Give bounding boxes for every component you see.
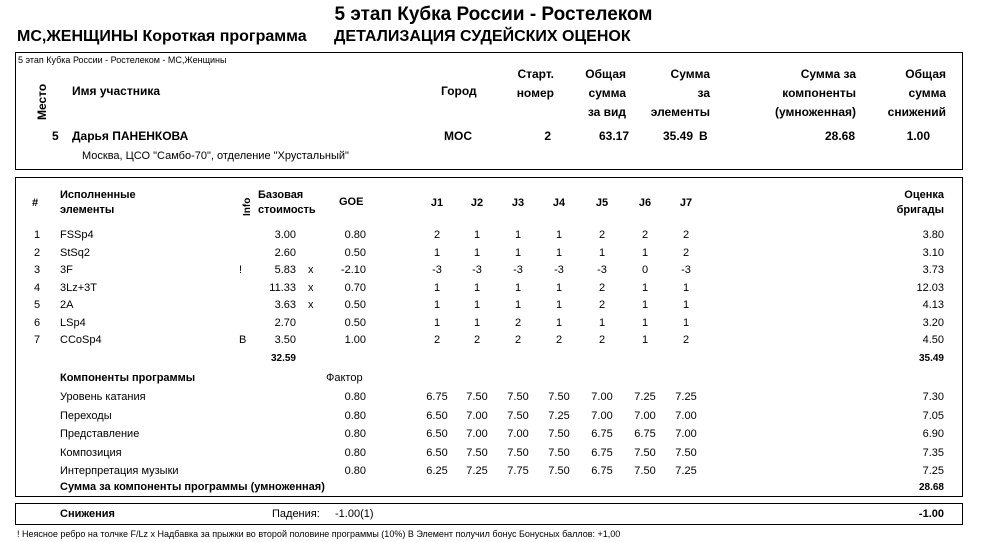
component-judge-score: 7.25 bbox=[675, 465, 697, 477]
component-panel-score: 7.25 bbox=[922, 465, 944, 477]
component-judge-score: 7.00 bbox=[675, 409, 697, 422]
skater-total-score: 63.17 bbox=[598, 129, 629, 143]
component-judge-score: 7.25 bbox=[675, 391, 697, 403]
component-name: Уровень катания bbox=[60, 391, 146, 403]
element-judge-score: -3 bbox=[472, 264, 482, 276]
element-bonus-x: x bbox=[308, 299, 314, 311]
skater-deductions-score: 1.00 bbox=[906, 129, 930, 143]
skater-place: 5 bbox=[52, 129, 59, 143]
component-judge-score: 7.50 bbox=[507, 409, 529, 422]
element-judge-score: 1 bbox=[514, 299, 522, 311]
component-judge-score: 7.00 bbox=[466, 428, 488, 440]
component-judge-score: 7.50 bbox=[675, 446, 697, 459]
element-panel-score: 3.80 bbox=[922, 229, 944, 241]
element-goe: 0.70 bbox=[344, 281, 366, 294]
components-total-label: Сумма за компоненты программы (умноженная) bbox=[60, 481, 325, 493]
element-goe: -2.10 bbox=[340, 264, 366, 276]
component-judge-score: 6.50 bbox=[426, 409, 448, 422]
element-judge-score: 1 bbox=[433, 299, 441, 311]
element-panel-score: 3.20 bbox=[922, 316, 944, 329]
judge-header: J3 bbox=[511, 197, 525, 209]
judge-header: J2 bbox=[470, 197, 484, 209]
element-number: 4 bbox=[34, 281, 41, 294]
box-caption: 5 этап Кубка России - Ростелеком - МС,Женщины bbox=[18, 55, 227, 65]
elem-header-line1: Сумма bbox=[670, 67, 710, 81]
element-judge-score: 2 bbox=[598, 229, 606, 241]
element-judge-score: 1 bbox=[514, 229, 522, 241]
elements-score-header bbox=[630, 65, 710, 122]
component-judge-score: 7.50 bbox=[507, 391, 529, 403]
deductions-box bbox=[15, 503, 963, 525]
element-judge-score: 1 bbox=[555, 316, 563, 329]
judge-header: J5 bbox=[595, 197, 609, 209]
element-code: CCoSp4 bbox=[60, 334, 102, 346]
component-judge-score: 6.50 bbox=[426, 446, 448, 459]
base-value-col-header bbox=[258, 188, 316, 218]
footnote: ! Неясное ребро на толчке F/Lz x Надбавка за прыжки во второй половине программы (10%) B Элемент получил бонус Бонусных баллов: +1,00 bbox=[17, 529, 621, 539]
page-title: 5 этап Кубка России - Ростелеком bbox=[334, 4, 653, 25]
element-panel-score: 3.73 bbox=[922, 264, 944, 276]
element-judge-score: 1 bbox=[598, 316, 606, 329]
total-header-line2: сумма bbox=[588, 86, 626, 100]
base-col-line2: стоимость bbox=[258, 204, 316, 216]
total-header-line1: Общая bbox=[585, 67, 626, 81]
element-judge-score: 1 bbox=[473, 229, 481, 241]
element-judge-score: 1 bbox=[433, 281, 441, 294]
element-judge-score: 1 bbox=[641, 281, 649, 294]
element-judge-score: 1 bbox=[641, 246, 649, 259]
skater-name: Дарья ПАНЕНКОВА bbox=[72, 129, 189, 143]
component-panel-score: 7.35 bbox=[922, 446, 944, 459]
element-judge-score: 1 bbox=[555, 229, 563, 241]
element-base-value: 2.70 bbox=[274, 316, 296, 329]
element-goe: 1.00 bbox=[344, 334, 366, 346]
component-factor: 0.80 bbox=[344, 446, 366, 459]
component-judge-score: 7.00 bbox=[591, 409, 613, 422]
deductions-total: -1.00 bbox=[918, 508, 944, 520]
element-goe: 0.50 bbox=[344, 299, 366, 311]
element-judge-score: 1 bbox=[473, 246, 481, 259]
component-judge-score: 6.50 bbox=[426, 428, 448, 440]
judge-header: J1 bbox=[430, 197, 444, 209]
component-judge-score: 7.50 bbox=[634, 446, 656, 459]
element-judge-score: 1 bbox=[682, 299, 690, 311]
component-judge-score: 6.75 bbox=[591, 446, 613, 459]
component-judge-score: 7.00 bbox=[675, 428, 697, 440]
component-judge-score: 7.50 bbox=[466, 391, 488, 403]
element-judge-score: 1 bbox=[555, 299, 563, 311]
comp-header-line1: Сумма за bbox=[800, 67, 856, 81]
element-panel-score: 4.13 bbox=[922, 299, 944, 311]
element-number: 1 bbox=[34, 229, 41, 241]
component-judge-score: 7.25 bbox=[466, 465, 488, 477]
element-judge-score: 1 bbox=[641, 299, 649, 311]
component-judge-score: 7.50 bbox=[548, 391, 570, 403]
element-goe: 0.80 bbox=[344, 229, 366, 241]
component-judge-score: 7.50 bbox=[548, 428, 570, 440]
skater-elements-score: 35.49 bbox=[662, 129, 693, 143]
element-code: 3F bbox=[60, 264, 73, 276]
component-judge-score: 7.50 bbox=[507, 446, 529, 459]
ded-header-line3: снижений bbox=[887, 105, 946, 119]
deductions-label: Снижения bbox=[60, 508, 115, 520]
components-score-header bbox=[755, 65, 856, 122]
component-judge-score: 7.50 bbox=[466, 446, 488, 459]
factor-header: Фактор bbox=[326, 372, 363, 384]
element-base-value: 3.50 bbox=[274, 334, 296, 346]
component-panel-score: 7.30 bbox=[922, 391, 944, 403]
elements-col-line2: элементы bbox=[60, 204, 115, 216]
element-base-value: 5.83 bbox=[274, 264, 296, 276]
element-judge-score: 2 bbox=[682, 334, 690, 346]
element-judge-score: 1 bbox=[473, 299, 481, 311]
elements-col-header bbox=[60, 188, 136, 218]
judge-header: J7 bbox=[679, 197, 693, 209]
component-judge-score: 7.00 bbox=[466, 409, 488, 422]
element-judge-score: 2 bbox=[473, 334, 481, 346]
element-judge-score: 1 bbox=[473, 281, 481, 294]
component-judge-score: 6.75 bbox=[591, 428, 613, 440]
components-total: 28.68 bbox=[918, 482, 944, 493]
element-panel-score: 12.03 bbox=[916, 281, 944, 294]
score-col-header bbox=[880, 188, 944, 218]
base-col-line1: Базовая bbox=[258, 189, 304, 201]
score-col-line1: Оценка bbox=[904, 189, 944, 201]
falls-value: -1.00(1) bbox=[335, 508, 374, 520]
element-judge-score: 2 bbox=[682, 229, 690, 241]
elem-header-line3: элементы bbox=[650, 105, 710, 119]
element-judge-score: 2 bbox=[598, 281, 606, 294]
element-judge-score: 1 bbox=[682, 281, 690, 294]
skater-city: МОС bbox=[444, 129, 472, 143]
component-judge-score: 7.00 bbox=[507, 428, 529, 440]
component-judge-score: 7.00 bbox=[634, 409, 656, 422]
element-judge-score: 0 bbox=[641, 264, 649, 276]
report-title: ДЕТАЛИЗАЦИЯ СУДЕЙСКИХ ОЦЕНОК bbox=[334, 28, 631, 45]
element-judge-score: 1 bbox=[514, 246, 522, 259]
ded-header-line2: сумма bbox=[908, 86, 946, 100]
place-header: Место bbox=[35, 83, 49, 120]
element-number: 7 bbox=[34, 334, 41, 346]
element-base-value: 3.63 bbox=[274, 299, 296, 311]
info-col-header: Info bbox=[242, 197, 253, 216]
start-header-line1: Старт. bbox=[517, 67, 554, 81]
component-name: Переходы bbox=[60, 409, 112, 422]
component-judge-score: 7.00 bbox=[591, 391, 613, 403]
element-judge-score: 1 bbox=[473, 316, 481, 329]
element-judge-score: -3 bbox=[432, 264, 442, 276]
components-title: Компоненты программы bbox=[60, 372, 196, 384]
judge-header: J6 bbox=[638, 197, 652, 209]
total-header-line3: за вид bbox=[587, 105, 626, 119]
element-judge-score: 2 bbox=[641, 229, 649, 241]
event-category: МС,ЖЕНЩИНЫ Короткая программа bbox=[17, 28, 307, 45]
elements-bonus-flag: B bbox=[699, 129, 708, 143]
element-info: ! bbox=[239, 264, 243, 276]
element-judge-score: 2 bbox=[433, 334, 441, 346]
element-judge-score: 1 bbox=[598, 246, 606, 259]
component-judge-score: 6.25 bbox=[426, 465, 448, 477]
element-number: 3 bbox=[34, 264, 41, 276]
element-code: FSSp4 bbox=[60, 229, 94, 241]
element-base-value: 3.00 bbox=[274, 229, 296, 241]
element-judge-score: 1 bbox=[682, 316, 690, 329]
element-info: B bbox=[239, 334, 247, 346]
component-factor: 0.80 bbox=[344, 409, 366, 422]
element-judge-score: 2 bbox=[555, 334, 563, 346]
name-header: Имя участника bbox=[72, 84, 161, 98]
element-bonus-x: x bbox=[308, 264, 314, 276]
elements-total: 35.49 bbox=[918, 353, 944, 364]
component-factor: 0.80 bbox=[344, 465, 366, 477]
element-base-value: 2.60 bbox=[274, 246, 296, 259]
component-factor: 0.80 bbox=[344, 428, 366, 440]
element-judge-score: 1 bbox=[641, 316, 649, 329]
component-panel-score: 7.05 bbox=[922, 409, 944, 422]
element-judge-score: 1 bbox=[433, 246, 441, 259]
element-judge-score: 1 bbox=[555, 281, 563, 294]
element-number: 6 bbox=[34, 316, 41, 329]
component-judge-score: 7.50 bbox=[634, 465, 656, 477]
element-judge-score: 2 bbox=[514, 334, 522, 346]
elem-header-line2: за bbox=[697, 86, 710, 100]
component-factor: 0.80 bbox=[344, 391, 366, 403]
skater-club: Москва, ЦСО "Самбо-70", отделение "Хрустальный" bbox=[82, 150, 349, 162]
element-judge-score: 1 bbox=[555, 246, 563, 259]
component-judge-score: 6.75 bbox=[634, 428, 656, 440]
element-bonus-x: x bbox=[308, 281, 314, 294]
component-judge-score: 7.75 bbox=[507, 465, 529, 477]
ded-header-line1: Общая bbox=[905, 67, 946, 81]
component-judge-score: 6.75 bbox=[426, 391, 448, 403]
num-col-header: # bbox=[32, 197, 39, 209]
component-judge-score: 7.25 bbox=[548, 409, 570, 422]
start-number-header bbox=[490, 65, 554, 103]
goe-col-header: GOE bbox=[339, 196, 364, 208]
deductions-score-header bbox=[870, 65, 946, 122]
component-name: Представление bbox=[60, 428, 140, 440]
element-judge-score: -3 bbox=[681, 264, 691, 276]
start-header-line2: номер bbox=[516, 86, 554, 100]
element-number: 2 bbox=[34, 246, 41, 259]
comp-header-line3: (умноженная) bbox=[775, 105, 856, 119]
component-name: Композиция bbox=[60, 446, 122, 459]
element-code: 3Lz+3T bbox=[60, 281, 97, 294]
element-judge-score: 1 bbox=[514, 281, 522, 294]
component-panel-score: 6.90 bbox=[922, 428, 944, 440]
element-judge-score: 1 bbox=[641, 334, 649, 346]
element-judge-score: 1 bbox=[433, 316, 441, 329]
element-judge-score: -3 bbox=[554, 264, 564, 276]
component-judge-score: 7.50 bbox=[548, 446, 570, 459]
skater-start-number: 2 bbox=[544, 129, 551, 143]
falls-label: Падения: bbox=[272, 508, 320, 520]
skater-components-score: 28.68 bbox=[824, 129, 855, 143]
element-judge-score: 2 bbox=[598, 334, 606, 346]
judge-header: J4 bbox=[552, 197, 566, 209]
element-goe: 0.50 bbox=[344, 316, 366, 329]
component-judge-score: 7.50 bbox=[548, 465, 570, 477]
element-judge-score: 2 bbox=[598, 299, 606, 311]
city-header: Город bbox=[441, 84, 477, 98]
score-col-line2: бригады bbox=[896, 204, 944, 216]
element-judge-score: -3 bbox=[513, 264, 523, 276]
element-judge-score: 2 bbox=[682, 246, 690, 259]
element-code: 2A bbox=[60, 299, 74, 311]
base-total: 32.59 bbox=[270, 353, 296, 364]
element-panel-score: 3.10 bbox=[922, 246, 944, 259]
element-judge-score: -3 bbox=[597, 264, 607, 276]
element-number: 5 bbox=[34, 299, 41, 311]
total-score-header bbox=[560, 65, 626, 122]
element-code: LSp4 bbox=[60, 316, 86, 329]
element-base-value: 11.33 bbox=[269, 281, 296, 294]
component-judge-score: 7.25 bbox=[634, 391, 656, 403]
element-judge-score: 2 bbox=[514, 316, 522, 329]
element-judge-score: 2 bbox=[433, 229, 441, 241]
comp-header-line2: компоненты bbox=[782, 86, 856, 100]
elements-col-line1: Исполненные bbox=[60, 189, 136, 201]
component-judge-score: 6.75 bbox=[591, 465, 613, 477]
element-goe: 0.50 bbox=[344, 246, 366, 259]
element-panel-score: 4.50 bbox=[922, 334, 944, 346]
element-code: StSq2 bbox=[60, 246, 90, 259]
component-name: Интерпретация музыки bbox=[60, 465, 179, 477]
